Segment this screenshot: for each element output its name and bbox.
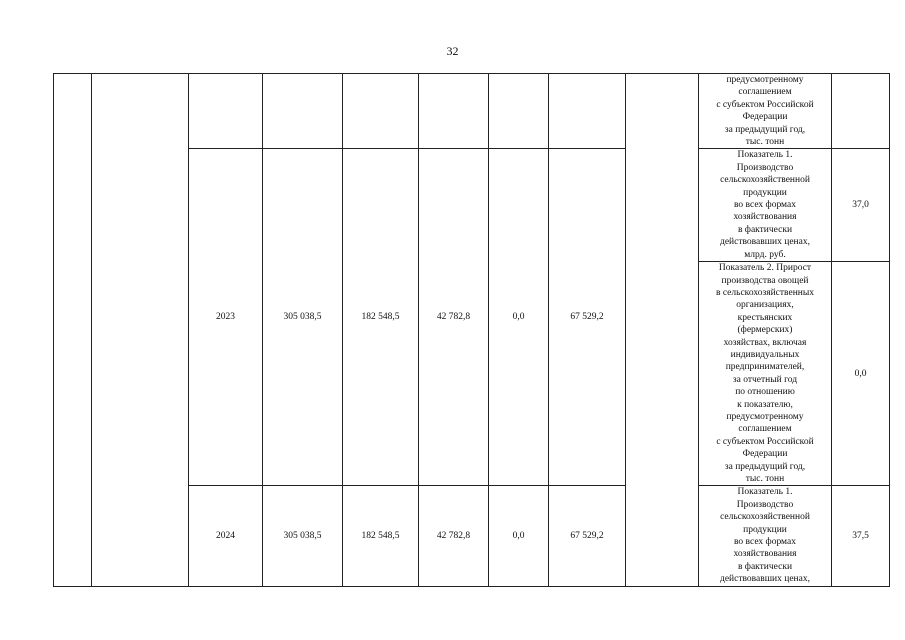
amount-extrabudgetary: 67 529,2 (549, 149, 626, 486)
amount-regional: 42 782,8 (419, 486, 489, 586)
indicator-cell (699, 149, 832, 262)
continuation-row (54, 74, 890, 149)
indicator-text-line: продукции (743, 187, 787, 198)
indicator-text-line: действовавших ценах, (720, 237, 810, 248)
indicator-text-line: в фактически (737, 561, 793, 572)
indicator-value: 0,0 (832, 262, 890, 486)
year-cell: 2023 (189, 149, 263, 486)
indicator-text-line: хозяйствования (733, 549, 797, 560)
indicator-text-line: предпринимателей, (725, 362, 805, 373)
indicator-text-line: Производство (736, 499, 794, 510)
indicator-text-line: за отчетный год (732, 374, 798, 385)
amount-total: 305 038,5 (263, 486, 343, 586)
cell-number-empty (54, 74, 92, 587)
indicator-text-line: сельскохозяйственной (720, 512, 810, 523)
indicator-text-line: хозяйствах, включая (723, 337, 807, 348)
indicator-text-line: Федерации (742, 449, 788, 460)
indicator-text-line: действовавших ценах, (720, 574, 810, 585)
indicator-text-line: тыс. тонн (745, 474, 785, 484)
indicator-text-line: индивидуальных (730, 349, 800, 360)
page-number: 32 (446, 44, 459, 58)
indicator-text-line: тыс. тонн (745, 137, 785, 148)
indicator-text-line: предусмотренному (726, 411, 804, 422)
indicator-text-line: производства овощей (721, 275, 809, 286)
indicator-text-line: крестьянских (737, 312, 793, 323)
indicator-text-line: с субъектом Российской (716, 436, 814, 447)
indicator-text-line: в сельскохозяйственных (715, 287, 814, 298)
indicator-text-line: Показатель 1. (737, 150, 793, 161)
indicator-text-line: хозяйствования (733, 212, 797, 223)
indicator-text-line: (фермерских) (737, 325, 793, 336)
cell-year-empty (189, 74, 263, 149)
amount-local: 0,0 (489, 486, 549, 586)
cell-amount-empty (549, 74, 626, 149)
indicator-text-line: за предыдущий год, (724, 124, 806, 135)
indicator-text-line: сельскохозяйственной (720, 175, 810, 186)
amount-extrabudgetary: 67 529,2 (549, 486, 626, 586)
indicator-text-line: Показатель 1. (737, 487, 793, 498)
indicator-text-line: по отношению (735, 387, 795, 398)
cell-amount-empty (419, 74, 489, 149)
indicator-text-line: во всех формах (734, 200, 796, 211)
amount-federal: 182 548,5 (343, 149, 419, 486)
indicator-value: 37,0 (832, 149, 890, 262)
indicator-text-line: млрд. руб. (744, 249, 786, 260)
amount-regional: 42 782,8 (419, 149, 489, 486)
indicator-text-line: организациях, (736, 300, 794, 311)
indicator-text-line: Федерации (742, 112, 788, 123)
cell-responsible-empty (626, 74, 699, 587)
year-cell: 2024 (189, 486, 263, 586)
indicator-text-line: предусмотренному (726, 75, 804, 85)
indicator-text-line: с субъектом Российской (716, 99, 814, 110)
amount-local: 0,0 (489, 149, 549, 486)
cell-name-empty (92, 74, 189, 587)
indicator-text-line: к показателю, (737, 399, 793, 410)
amount-total: 305 038,5 (263, 149, 343, 486)
indicator-text-line: за предыдущий год, (724, 461, 806, 472)
indicator-text-line: соглашением (738, 424, 792, 435)
cell-amount-empty (343, 74, 419, 149)
indicator-cell (699, 262, 832, 486)
indicator-text-line: соглашением (738, 87, 792, 98)
cell-amount-empty (489, 74, 549, 149)
indicator-text-line: во всех формах (734, 537, 796, 548)
indicator-text-line: Показатель 2. Прирост (718, 263, 812, 274)
cell-amount-empty (263, 74, 343, 149)
indicator-cell (699, 74, 832, 149)
indicator-value (832, 74, 890, 149)
indicator-text-line: в фактически (737, 224, 793, 235)
indicator-text-line: Производство (736, 162, 794, 173)
indicator-cell (699, 486, 832, 586)
indicator-value: 37,5 (832, 486, 890, 586)
program-financing-table (53, 73, 890, 587)
indicator-text-line: продукции (743, 524, 787, 535)
amount-federal: 182 548,5 (343, 486, 419, 586)
